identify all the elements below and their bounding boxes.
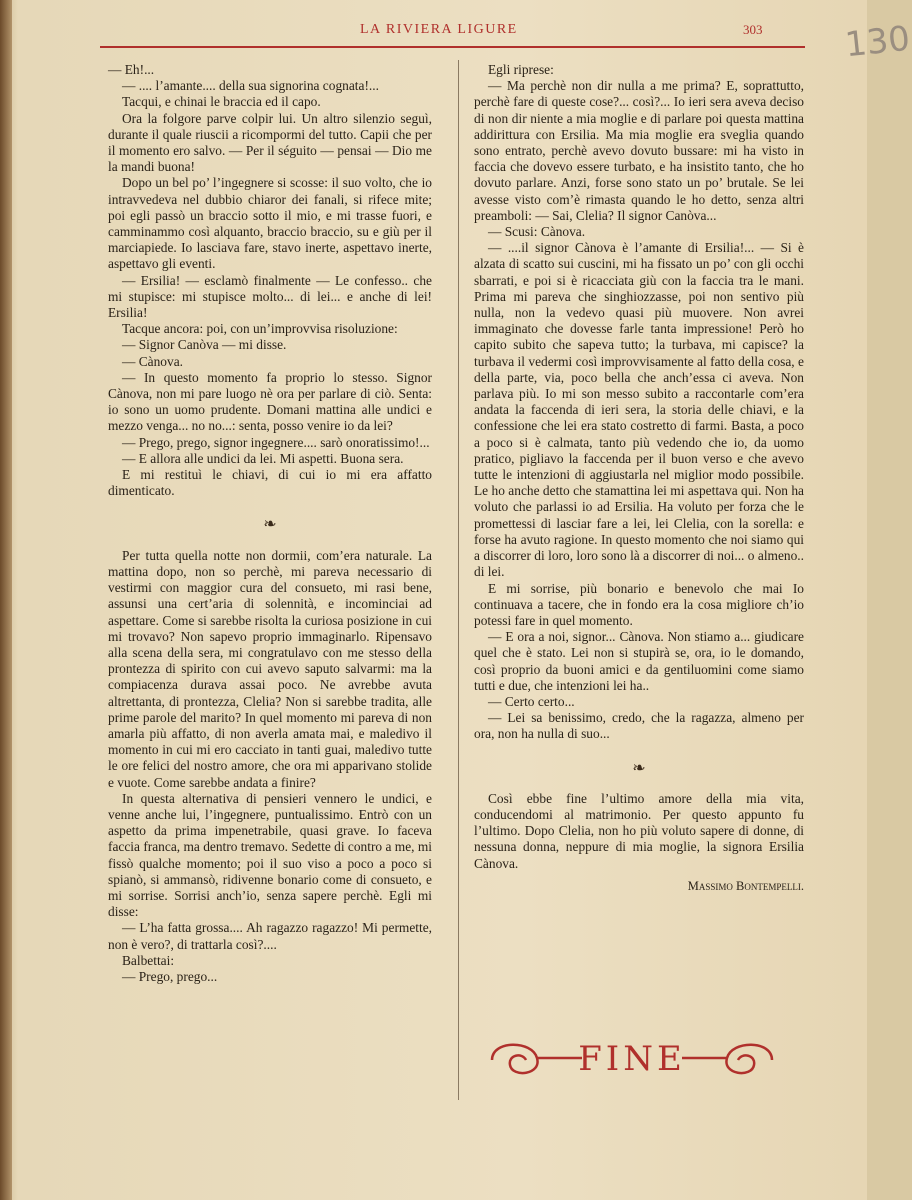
- paragraph: — Certo certo...: [488, 693, 575, 709]
- paragraph: E mi sorrise, più bonario e benevolo che mai Io continuava a tacere, che in fondo era la cosa migliore ch’io potessi fare in quel momento.: [474, 580, 804, 628]
- fleuron-ornament-icon: ❧: [263, 516, 277, 534]
- journal-title: LA RIVIERA LIGURE: [360, 22, 518, 37]
- left-column: [108, 62, 432, 985]
- paragraph: — Ma perchè non dir nulla a me prima? E, soprattutto, perchè fare di queste cose?... così?... Io ieri sera aveva deciso di non dir niente a mia moglie e di parlare poi questa mattina addirittura con Ersilia. Ma mia moglie era sveglia quando sono entrato, perchè avevo dovuto bussare: mi ha visto in faccia che dovevo essere turbato, e ha insistito tanto, che ho dovuto parlare. Anzi, forse sono stato un po’ brutale. Se lei avesse visto com’è rimasta quando le ho detto, senza altri preamboli: — Sai, Clelia? Il signor Canòva...: [474, 78, 804, 223]
- page-number: 303: [743, 22, 763, 37]
- paragraph: — Prego, prego, signor ingegnere.... sarò onoratissimo!...: [122, 434, 430, 450]
- paragraph: — Cànova.: [122, 353, 183, 369]
- binding-edge: [0, 0, 12, 1200]
- paragraph: Tacque ancora: poi, con un’improvvisa risoluzione:: [122, 321, 398, 337]
- paragraph: — Signor Canòva — mi disse.: [122, 337, 287, 353]
- column-divider: [458, 60, 459, 1100]
- author-signature: Massimo Bontempelli.: [687, 878, 804, 893]
- paragraph: — E ora a noi, signor... Cànova. Non stiamo a... giudicare quel che è stato. Lei non si stupirà se, ora, io le domando, così proprio da buoni amici e da gentiluomini come siamo tutti e due, che intenzioni lei ha..: [474, 629, 804, 693]
- fine-ornament-icon: [482, 1020, 782, 1090]
- paragraph: — Prego, prego...: [122, 968, 218, 984]
- paragraph: Egli riprese:: [488, 62, 554, 77]
- paragraph: — Scusi: Cànova.: [488, 224, 586, 240]
- fine-label: FINE: [578, 1039, 686, 1079]
- paragraph: — ....il signor Cànova è l’amante di Ersilia!... — Si è alzata di scatto sui cuscini, mi ha fissato un po’ con gli occhi sbarrati, e poi si è ricacciata giù con la faccia tra le mani. Prima mi pareva che singhiozzasse, poi non sentivo più nulla, non la vedevo quasi più muovere. Non avrei immaginato che dovesse farle tanta impressione! Però ho capito subito che sapeva tutto; la turbava, mi capisce? la turbava il vedermi così improvvisamente al fatto della cosa, e della parte, via, poco bella che anch’essa ci aveva. Non parlava più. Io mi son messo subito a raccontarle com’era andata la faccenda di ieri sera, la storia delle chiavi, e la confessione che lei era stato costretto di farmi. Basta, a poco a poco si è calmata, tanto più vedendo che io, da uomo pratico, pigliavo la faccenda per il buon verso e che avevo tutte le intenzioni di aggiustarla nel miglior modo possibile. Le ho anche detto che stamattina lei mi aspettava qui. Non ha voluto che parlassi io ad Ersilia. Ha voluto per forza che le promettessi di lasciar fare a lei, lei Clelia, con la sorella: e forse ha avuto ragione. In questo momento che noi siamo qui a discorrer di loro, loro sono là a discorrer di noi... o almeno.. di lei.: [474, 240, 804, 580]
- fleuron-ornament-icon: ❧: [632, 759, 646, 777]
- paragraph: E mi restituì le chiavi, di cui io mi era affatto dimenticato.: [108, 467, 432, 499]
- paragraph: Balbettai:: [122, 952, 175, 968]
- paragraph: — Ersilia! — esclamò finalmente — Le confesso.. che mi stupisce: mi stupisce molto... di lei... e anche di lei! Ersilia!: [108, 272, 432, 321]
- paragraph: Ora la folgore parve colpir lui. Un altro silenzio seguì, durante il quale riuscii a ricompormi del tutto. Capii che per il momento ero salvo. — Per il séguito — pensai — Dio me la mandi buona!: [108, 110, 432, 175]
- handwritten-folio: 130: [843, 18, 912, 66]
- paragraph: — Lei sa benissimo, credo, che la ragazza, almeno per ora, non ha nulla di suo...: [474, 710, 804, 742]
- page-header: [60, 18, 912, 66]
- paragraph: — In questo momento fa proprio lo stesso. Signor Cànova, non mi pare luogo nè ora per parlare di ciò. Senta: io sono un uomo prudente. Domani mattina alle undici e mezzo venga... no no...: senta, posso venire io da lei?: [108, 369, 432, 434]
- paragraph: — L’ha fatta grossa.... Ah ragazzo ragazzo! Mi permette, non è vero?, di trattarla così?....: [108, 920, 432, 952]
- paragraph: Così ebbe fine l’ultimo amore della mia vita, conducendomi al matrimonio. Per questo appunto fu l’ultimo. Dopo Clelia, non ho più voluto sapere di donne, di nessuna donna, neppure di mia moglie, la signora Ersilia Cànova.: [474, 790, 804, 871]
- paragraph: — Eh!...: [108, 62, 155, 77]
- paragraph: — .... l’amante.... della sua signorina cognata!...: [122, 78, 379, 94]
- right-column: [474, 62, 804, 894]
- header-rule: [100, 46, 805, 48]
- paragraph: Dopo un bel po’ l’ingegnere si scosse: il suo volto, che io intravvedeva nel dubbio chiaror dei fanali, si rifece mite; poi egli passò un braccio sotto il mio, e mi trasse fuori, e camminammo così alquanto, braccio braccio, su e giù per il marciapiede. Io lasciava fare, stavo inerte, aspettavo inerte, aspettavo gli eventi.: [108, 175, 432, 272]
- paragraph: Per tutta quella notte non dormii, com’era naturale. La mattina dopo, non so perchè, mi pareva necessario di vestirmi con maggior cura del consueto, mi rasi bene, assunsi una cert’aria di solennità, e incominciai ad aspettare. Come si sarebbe risolta la curiosa posizione in cui mi trovavo? Non sapevo proprio immaginarlo. Ripensavo alla scena della sera, mi congratulavo con me stesso della prontezza di spirito con cui avevo saputo salvarmi: ma la compiacenza durava assai poco. Ne avrebbe avuta altrettanta, di prontezza, Clelia? Non si sarebbe tradita, alle prime parole del marito? In quel momento mi pareva di non amarla più affatto, di non averla amata mai, e maledivo il momento in cui mi ero cacciato in tanti guai, maledivo tutte le ore felici del nostro amore, che ora mi apparivano stolide e vuote. Come sarebbe andata a finire?: [108, 547, 432, 790]
- paragraph: Tacqui, e chinai le braccia ed il capo.: [122, 94, 321, 110]
- paragraph: In questa alternativa di pensieri vennero le undici, e venne anche lui, l’ingegnere, puntualissimo. Entrò con un aspetto da prima impenetrabile, quasi grave. Io faceva faccia franca, ma dentro tremavo. Sedette di contro a me, mi fissò qualche momento; poi il suo viso a poco a poco si spianò, si ammansò, ridivenne bonario come di consueto, e mi sorrise. Sorrisi anch’io, senza sapere perchè. Egli mi disse:: [108, 790, 432, 920]
- paragraph: — E allora alle undici da lei. Mi aspetti. Buona sera.: [122, 450, 404, 466]
